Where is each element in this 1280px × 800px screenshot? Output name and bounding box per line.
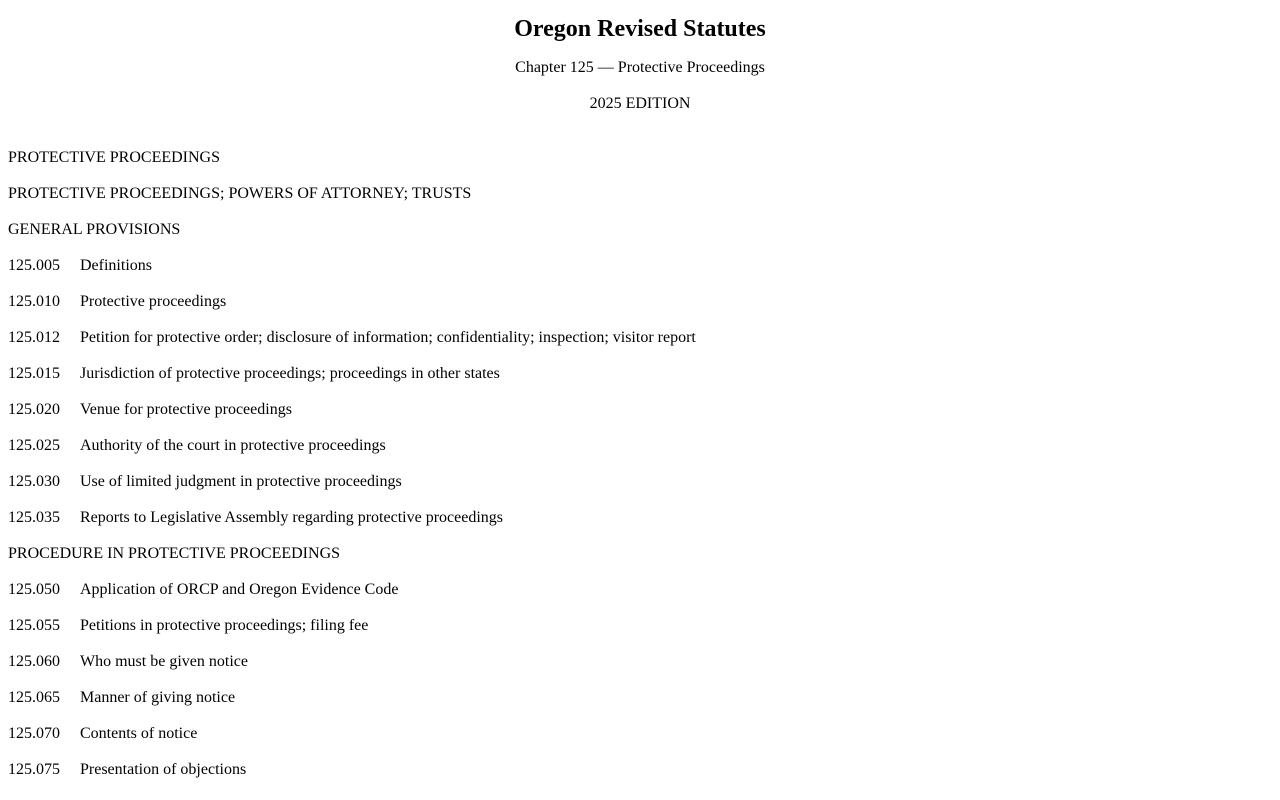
page-title: Oregon Revised Statutes	[514, 16, 766, 42]
section-heading: GENERAL PROVISIONS	[8, 221, 181, 238]
section-title: Protective proceedings	[80, 293, 227, 310]
section-title: Manner of giving notice	[80, 689, 236, 706]
table-of-contents	[8, 148, 1272, 796]
section-number[interactable]: 125.070	[8, 725, 60, 742]
section-title: Petitions in protective proceedings; filing fee	[80, 617, 369, 634]
section-entry[interactable]	[8, 688, 1272, 724]
section-title: Reports to Legislative Assembly regarding protective proceedings	[80, 509, 503, 526]
section-number[interactable]: 125.060	[8, 653, 60, 670]
section-heading: PROTECTIVE PROCEEDINGS; POWERS OF ATTORNEY; TRUSTS	[8, 185, 472, 202]
section-entry[interactable]	[8, 652, 1272, 688]
section-number[interactable]: 125.015	[8, 365, 60, 382]
section-entry[interactable]	[8, 508, 1272, 544]
section-entry[interactable]	[8, 724, 1272, 760]
section-heading: PROCEDURE IN PROTECTIVE PROCEEDINGS	[8, 545, 341, 562]
section-entry[interactable]	[8, 760, 1272, 796]
section-entry[interactable]	[8, 580, 1272, 616]
section-entry[interactable]	[8, 472, 1272, 508]
section-title: Definitions	[80, 257, 152, 274]
section-entry[interactable]	[8, 364, 1272, 400]
section-number[interactable]: 125.055	[8, 617, 60, 634]
section-heading: PROTECTIVE PROCEEDINGS	[8, 149, 221, 166]
section-entry[interactable]	[8, 616, 1272, 652]
section-title: Use of limited judgment in protective proceedings	[80, 473, 402, 490]
section-title: Contents of notice	[80, 725, 198, 742]
section-number[interactable]: 125.035	[8, 509, 60, 526]
section-entry[interactable]	[8, 292, 1272, 328]
section-number[interactable]: 125.050	[8, 581, 60, 598]
section-title: Jurisdiction of protective proceedings; proceedings in other states	[80, 365, 500, 382]
section-number[interactable]: 125.012	[8, 329, 60, 346]
section-title: Venue for protective proceedings	[80, 401, 292, 418]
chapter-subtitle: Chapter 125 — Protective Proceedings	[515, 59, 765, 76]
section-number[interactable]: 125.025	[8, 437, 60, 454]
section-number[interactable]: 125.075	[8, 761, 60, 778]
edition-label: 2025 EDITION	[589, 95, 691, 112]
section-entry[interactable]	[8, 328, 1272, 364]
section-number[interactable]: 125.020	[8, 401, 60, 418]
section-title: Who must be given notice	[80, 653, 248, 670]
section-number[interactable]: 125.030	[8, 473, 60, 490]
section-title: Authority of the court in protective proceedings	[80, 437, 386, 454]
section-number[interactable]: 125.005	[8, 257, 60, 274]
section-entry[interactable]	[8, 256, 1272, 292]
section-entry[interactable]	[8, 400, 1272, 436]
section-entry[interactable]	[8, 436, 1272, 472]
section-number[interactable]: 125.010	[8, 293, 60, 310]
section-title: Petition for protective order; disclosure of information; confidentiality; inspection; visitor report	[80, 329, 696, 346]
section-number[interactable]: 125.065	[8, 689, 60, 706]
section-title: Application of ORCP and Oregon Evidence Code	[80, 581, 399, 598]
section-title: Presentation of objections	[80, 761, 247, 778]
